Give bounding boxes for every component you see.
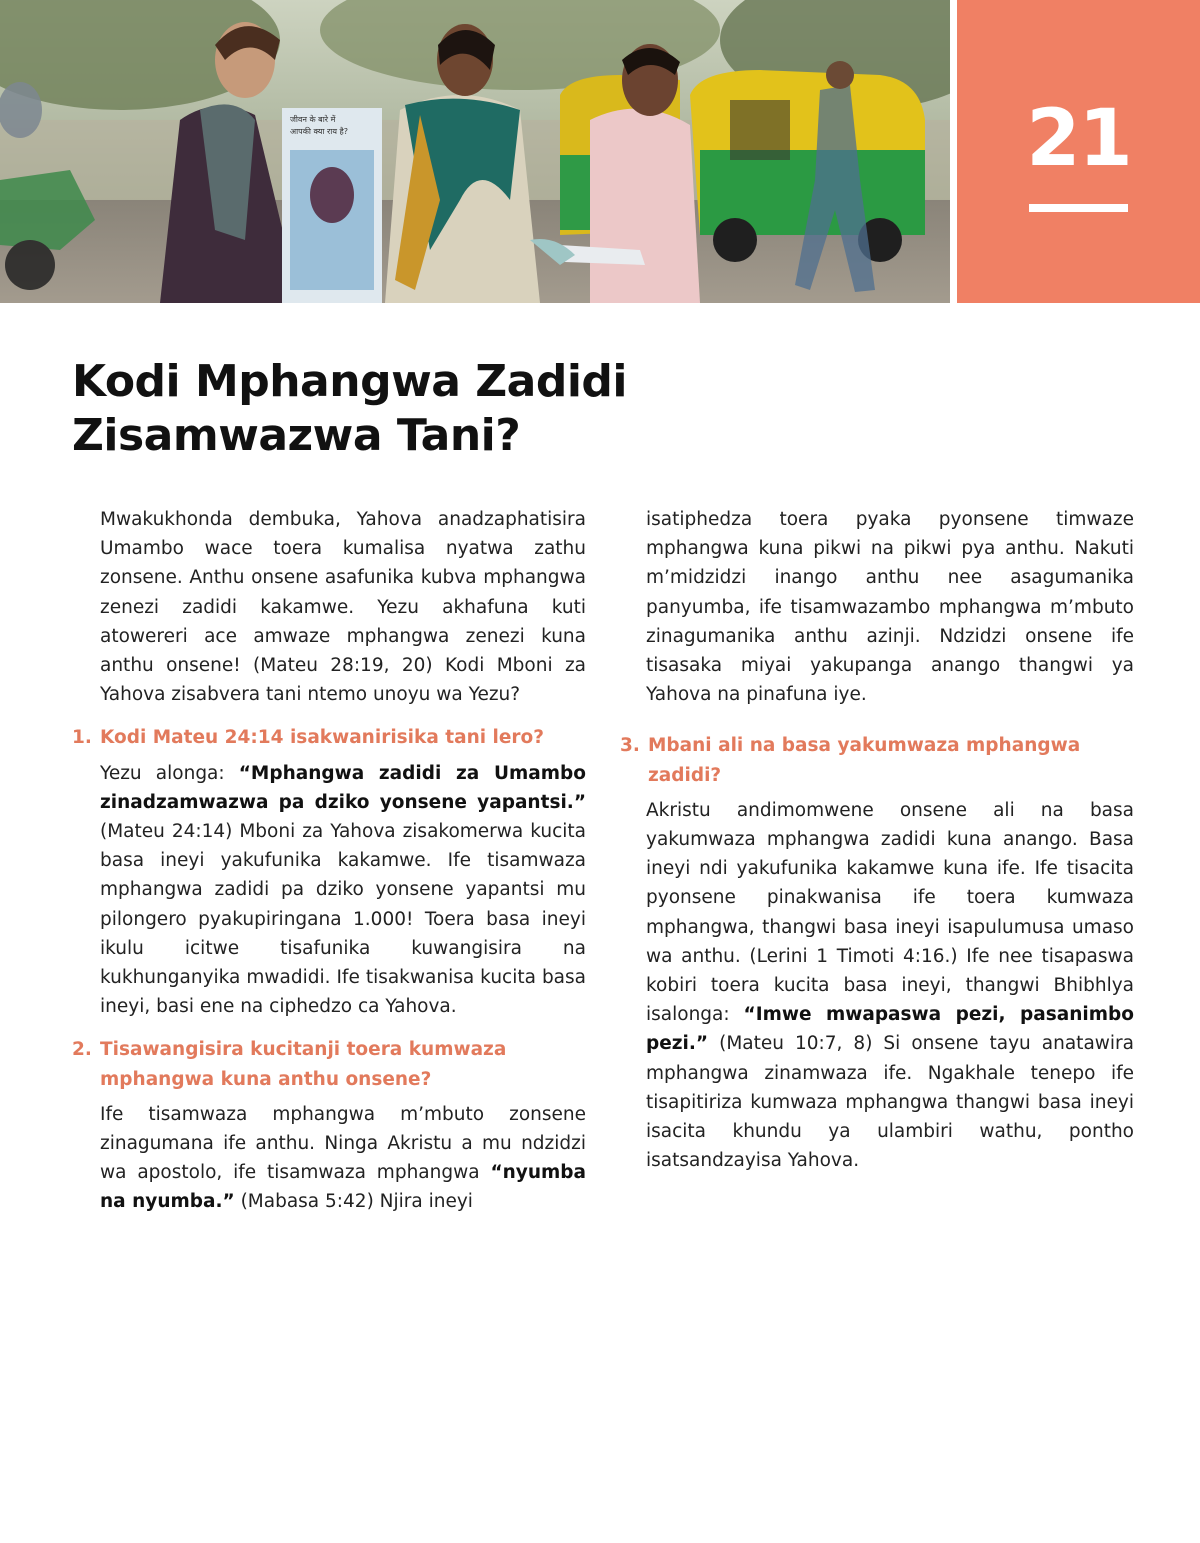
hero-photo [0, 0, 950, 303]
page-title-line-2: Zisamwazwa Tani? [72, 410, 521, 461]
answer-3-part-1: Akristu andimomwene onsene ali na basa yakumwaza mphangwa zadidi kuna anango. Basa ineyi ndi yakufunika kakamwe kuna ife. Ife tisacita pyonsene pinakwanisa ife toera kumwaza mphangwa, thangwi basa ineyi isapulumusa umaso wa anthu. (Lerini 1 Timoti 4:16.) Ife nee tisapaswa kobiri toera kucita basa ineyi, thangwi Bhibhlya isalonga: [646, 799, 1134, 1026]
question-2-number: 2. [72, 1039, 92, 1061]
lesson-number-underline [1029, 204, 1128, 212]
question-3-text: Mbani ali na basa yakumwaza mphangwa zadidi? [648, 735, 1081, 786]
answer-2-part-2: (Mabasa 5:42) Njira ineyi [234, 1191, 473, 1213]
answer-2-paragraph [72, 1100, 586, 1217]
page-title-line-1: Kodi Mphangwa Zadidi [72, 356, 627, 407]
answer-1-quote: “Mphangwa zadidi za Umambo zinadzamwazwa pa dziko yonsene yapantsi.” [100, 762, 586, 813]
answer-1-part-2: (Mateu 24:14) Mboni za Yahova zisakomerwa kucita basa ineyi yakufunika kakamwe. Ife tisamwaza mphangwa zadidi pa dziko yonsene yapantsi mu pilongero pyakupiringana 1.000! Toera basa ineyi ikulu icitwe tisafunika kuwangisira na kukhunganyika mwadidi. Ife tisakwanisa kucita basa ineyi, basi ene na ciphedzo ca Yahova. [100, 821, 586, 1018]
question-2-text: Tisawangisira kucitanji toera kumwaza mphangwa kuna anthu onsene? [100, 1039, 507, 1090]
street-witnessing-photo [0, 0, 950, 303]
question-3-number: 3. [620, 735, 640, 757]
question-1 [72, 723, 586, 752]
right-column [620, 505, 1134, 1175]
page-title [72, 355, 772, 463]
intro-paragraph: Mwakukhonda dembuka, Yahova anadzaphatisira Umambo wace toera kumalisa nyatwa zathu zonsene. Anthu onsene asafunika kubva mphangwa zenezi zadidi kakamwe. Yezu akhafuna kuti atowereri ace amwaze mphangwa zenezi kuna anthu onsene! (Mateu 28:19, 20) Kodi Mboni za Yahova zisabvera tani ntemo unoyu wa Yezu? [100, 509, 586, 706]
answer-1-part-1: Yezu alonga: [100, 762, 239, 784]
left-column [72, 505, 586, 1217]
answer-3-quote: “Imwe mwapaswa pezi, pasanimbo pezi.” [646, 1004, 1134, 1055]
question-2 [72, 1035, 586, 1093]
question-1-text: Kodi Mateu 24:14 isakwanirisika tani lero? [100, 727, 544, 749]
lesson-number: 21 [1026, 94, 1131, 184]
answer-2-part-1: Ife tisamwaza mphangwa m’mbuto zonsene zinagumana ife anthu. Ninga Akristu a mu ndzidzi wa apostolo, ife tisamwaza mphangwa [100, 1103, 586, 1184]
question-3 [620, 731, 1134, 789]
answer-3-part-2: (Mateu 10:7, 8) Si onsene tayu anatawira mphangwa zinamwaza ife. Ngakhale tenepo ife tisapitiriza kumwaza mphangwa thangwi basa ineyi isacita khundu ya ulambiri wathu, pontho isatsandzayisa Yahova. [646, 1033, 1134, 1172]
lesson-number-box [957, 0, 1200, 303]
answer-3-paragraph [620, 796, 1134, 1176]
answer-2-continuation: isatiphedza toera pyaka pyonsene timwaze mphangwa kuna pikwi na pikwi pya anthu. Nakuti m’midzidzi inango anthu nee asagumanika panyumba, ife tisamwazambo mphangwa m’mbuto zinagumanika anthu azinji. Ndzidzi onsene ife tisasaka miyai yakupanga anango thangwi ya Yahova na pinafuna iye. [646, 509, 1134, 706]
poster-text-1: जीवन के बारे में [290, 115, 336, 124]
answer-2-quote: “nyumba na nyumba.” [100, 1162, 586, 1213]
literature-cart-poster [282, 108, 382, 303]
answer-1-paragraph [72, 759, 586, 1022]
question-1-number: 1. [72, 727, 92, 749]
poster-text-2: आपकी क्या राय है? [290, 127, 349, 136]
